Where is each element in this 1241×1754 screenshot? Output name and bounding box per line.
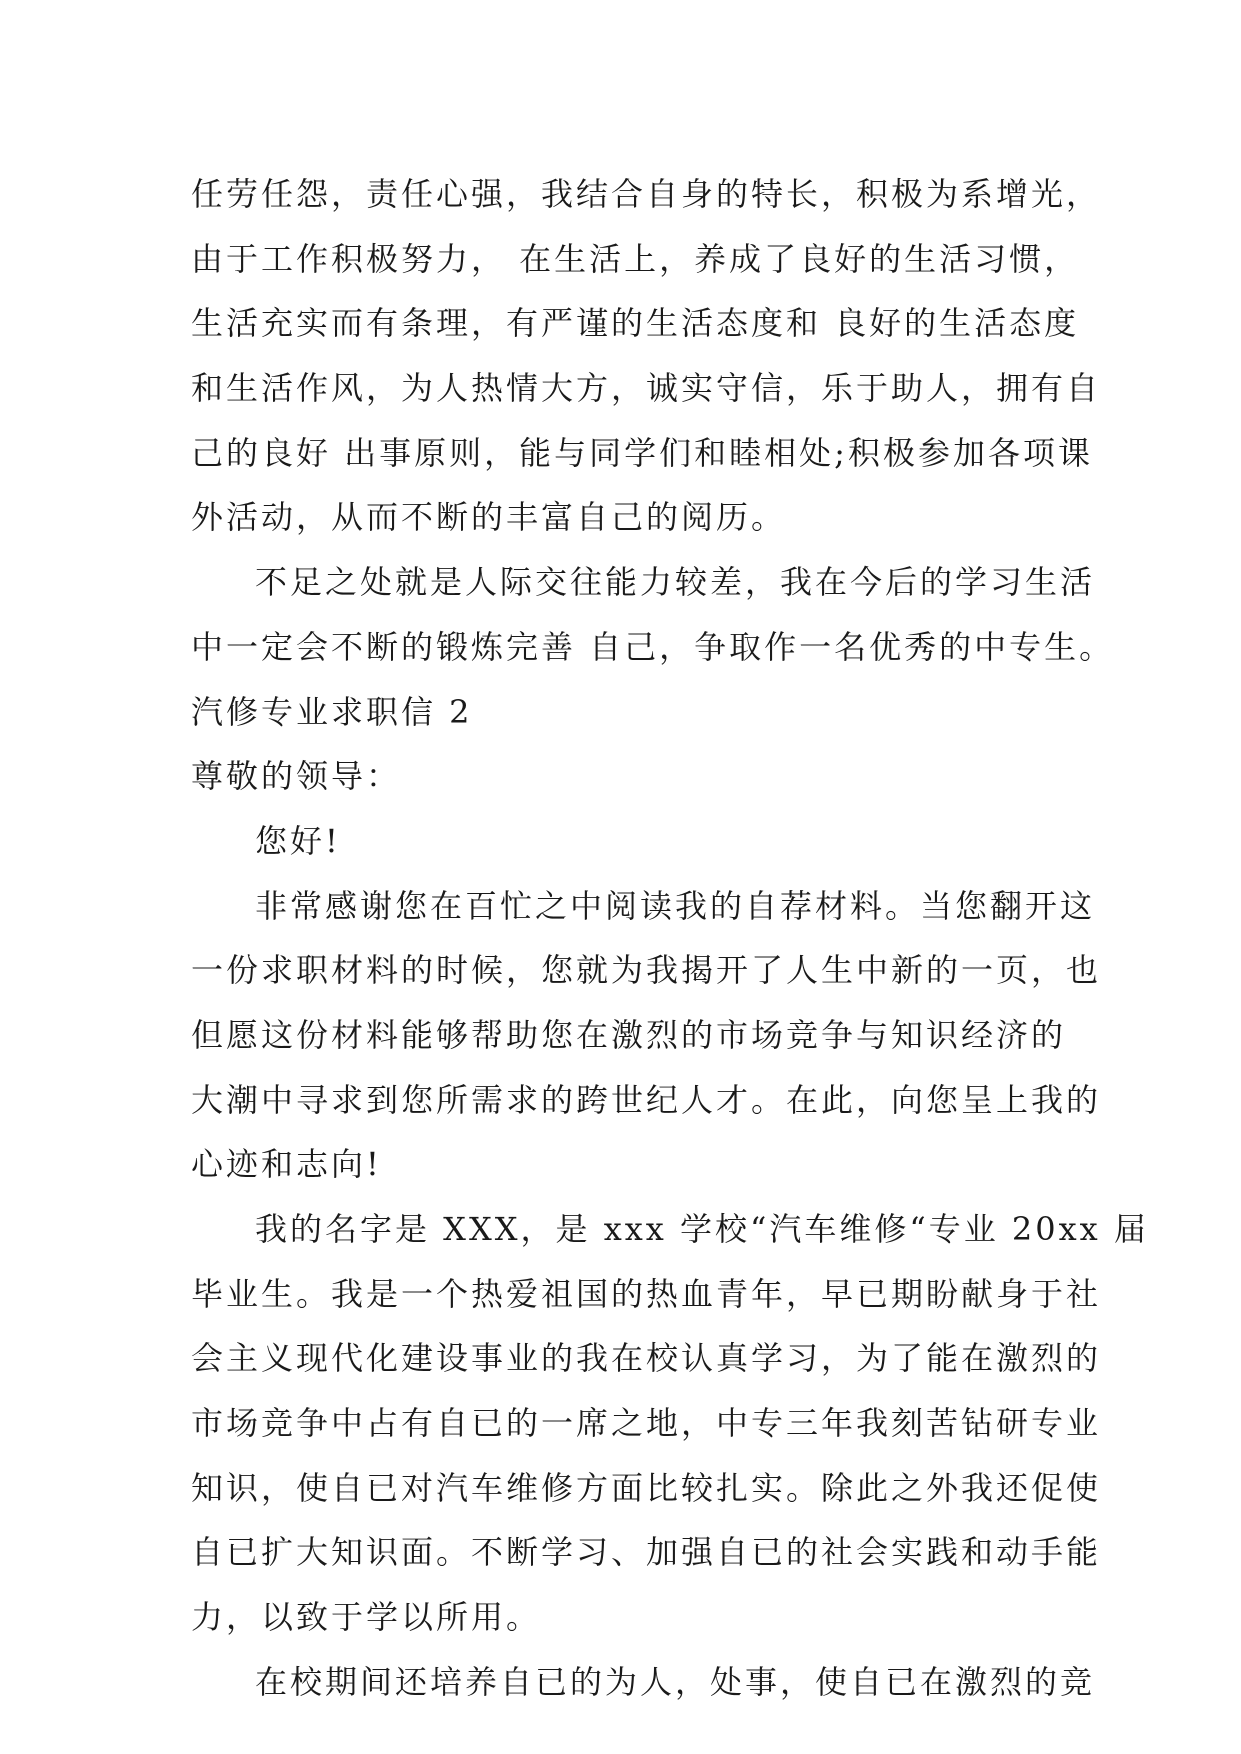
text-line: 会主义现代化建设事业的我在校认真学习，为了能在激烈的 bbox=[191, 1339, 1102, 1378]
text-line: 由于工作积极努力， 在生活上，养成了良好的生活习惯， bbox=[191, 239, 1080, 278]
letter-body bbox=[191, 162, 1149, 1715]
text-line: 中一定会不断的锻炼完善 自己，争取作一名优秀的中专生。 bbox=[191, 627, 1115, 666]
text-line: 自已扩大知识面。不断学习、加强自已的社会实践和动手能 bbox=[191, 1533, 1102, 1572]
text-line: 非常感谢您在百忙之中阅读我的自荐材料。当您翻开这 bbox=[255, 886, 1096, 925]
text-line: 但愿这份材料能够帮助您在激烈的市场竞争与知识经济的 bbox=[191, 1015, 1067, 1054]
text-line: 知识，使自已对汽车维修方面比较扎实。除此之外我还促使 bbox=[191, 1468, 1102, 1507]
text-line: 外活动，从而不断的丰富自己的阅历。 bbox=[191, 498, 787, 537]
text-line: 在校期间还培养自已的为人，处事，使自已在激烈的竞 bbox=[255, 1662, 1096, 1701]
text-line: 市场竞争中占有自已的一席之地，中专三年我刻苦钻研专业 bbox=[191, 1404, 1102, 1443]
text-line: 心迹和志向! bbox=[191, 1145, 382, 1184]
text-line: 一份求职材料的时候，您就为我揭开了人生中新的一页，也 bbox=[191, 951, 1102, 990]
text-line: 任劳任怨，责任心强，我结合自身的特长，积极为系增光， bbox=[191, 175, 1102, 213]
text-line: 和生活作风，为人热情大方，诚实守信，乐于助人，拥有自 bbox=[191, 369, 1102, 408]
text-line: 不足之处就是人际交往能力较差，我在今后的学习生活 bbox=[255, 563, 1096, 602]
text-line: 力，以致于学以所用。 bbox=[191, 1598, 542, 1637]
text-line: 己的良好 出事原则，能与同学们和睦相处;积极参加各项课 bbox=[191, 433, 1093, 472]
text-line: 我的名字是 XXX，是 xxx 学校“汽车维修“专业 20xx 届 bbox=[255, 1210, 1149, 1248]
text-line: 毕业生。我是一个热爱祖国的热血青年，早已期盼献身于社 bbox=[191, 1274, 1102, 1313]
greeting: 您好! bbox=[255, 821, 341, 860]
section-title: 汽修专业求职信 2 bbox=[191, 692, 473, 731]
salutation: 尊敬的领导： bbox=[191, 757, 402, 796]
text-line: 生活充实而有条理，有严谨的生活态度和 良好的生活态度 bbox=[191, 304, 1080, 343]
text-line: 大潮中寻求到您所需求的跨世纪人才。在此，向您呈上我的 bbox=[191, 1080, 1102, 1119]
